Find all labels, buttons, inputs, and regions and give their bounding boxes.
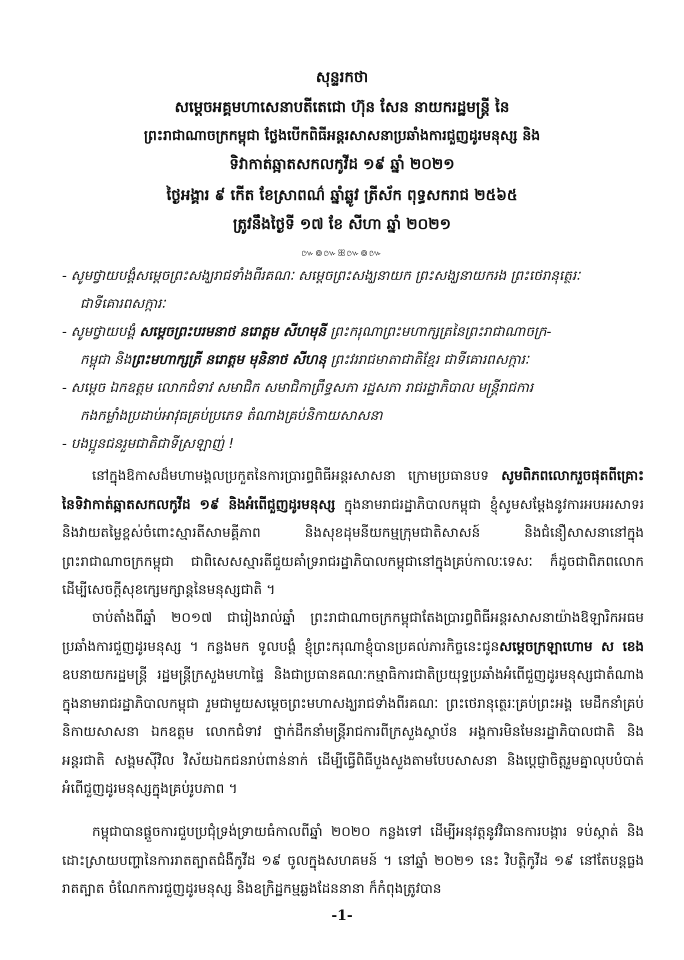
paragraph-text: ចាប់តាំងពីឆ្នាំ ២០១៧ ជារៀងរាល់ឆ្នាំ ព្រះរាជាណាចក្រកម្ពុជាតែងប្រារព្ធពិធីអន្តរសាសនាយ៉ាងឱឡារិកអធមប្រឆាំងការជួញដូរមនុស្ស ។ កន្លងមក ទូលបង្គំ ខ្ញុំព្រះករុណាខ្ញុំបានប្រគល់ភារកិច្ចនេះជូន <box>62 610 644 655</box>
salutation-2 <box>62 318 638 374</box>
paragraph-text: នៅក្នុងឱកាសដ៏មហាមង្គលប្រកួតនៃការប្រារព្ធពិធីអន្តរសាសនា ក្រោមប្រធានបទ <box>92 468 502 484</box>
paragraph-text: ក្នុងនាមរាជរដ្ឋាភិបាលកម្ពុជា ខ្ញុំសូមសម្ដែងនូវការអបអរសាទរ និងវាយតម្លៃខ្ពស់ចំពោះស្មារតីសាមគ្គីភាព និងសុខដុមនីយកម្មក្រុមជាតិសាសន៍ និងជំនឿសាសនានៅក្នុងព្រះរាជាណាចក្រកម្ពុជា ជាពិសេសស្មារតីជួយគាំទ្ររាជរដ្ឋាភិបាលកម្ពុជានៅក្នុងគ្រប់កាលៈទេសៈ ក៏ដូចជាពិភពលោកដើម្បីសេចក្ដីសុខក្សេមក្សាន្តនៃមនុស្សជាតិ ។ <box>62 496 644 598</box>
page-number: -1- <box>331 908 353 924</box>
paragraph-2 <box>62 604 644 804</box>
salutation-dash: - <box>62 380 67 396</box>
minister-name: សម្ដេចក្រឡាហោម ស ខេង <box>499 638 644 655</box>
theme-title: សូមពិភពលោករួចផុតពីគ្រោះ នៃទិវាកាត់ឆ្អាតសកលកូវីដ ១៩ និងអំពើជួញដូរមនុស្ស <box>62 468 644 513</box>
speaker-line: សម្ដេចអគ្គមហាសេនាបតីតេជោ ហ៊ុន សែន នាយករដ្ឋមន្ត្រី នៃ <box>174 98 510 116</box>
covid-day-line: ទិវាកាត់ឆ្អាតសកលកូវីដ ១៩ ឆ្នាំ ២០២១ <box>229 155 455 173</box>
salutation-4 <box>62 430 638 458</box>
salutation-continuation: ជាទីគោរពសក្ការៈ <box>80 296 166 312</box>
queen-mother-name: ព្រះមហាក្សត្រី នរោត្តម មុនិនាថ សីហនុ <box>131 352 327 368</box>
salutation-text: សូមថ្វាយបង្គំ <box>70 324 140 340</box>
salutation-text: សូមថ្វាយបង្គំសម្ដេចព្រះសង្ឃរាជទាំងពីរគណៈ សម្ដេចព្រះសង្ឃនាយក ព្រះសង្ឃនាយករង ព្រះថេរានុត្ថេរៈ <box>70 268 581 284</box>
salutation-text: ព្រះករុណាព្រះមហាក្សត្រនៃព្រះរាជាណាចក្រ- <box>325 324 552 340</box>
salutation-continuation <box>62 346 638 374</box>
paragraph-text: ឧបនាយករដ្ឋមន្ត្រី រដ្ឋមន្ត្រីក្រសួងមហាផ្ទៃ និងជាប្រធានគណៈកម្មាធិការជាតិប្រយុទ្ធប្រឆាំងអំពើជួញដូរមនុស្សជាតំណាង ក្នុងនាមរាជរដ្ឋាភិបាលកម្ពុជា រួមជាមួយសម្ដេចព្រះមហាសង្ឃរាជទាំងពីរគណៈ ព្រះថេរានុត្ថេរៈគ្រប់ព្រះអង្គ មេដឹកនាំគ្រប់និកាយសាសនា ឯកឧត្តម លោកជំទាវ ថ្នាក់ដឹកនាំមន្ត្រីរាជការពីក្រសួងស្ថាប័ន អង្គការមិនមែនរដ្ឋាភិបាលជាតិ និងអន្តរជាតិ សង្គមស៊ីវិល វិស័យឯកជនរាប់ពាន់នាក់ ដើម្បីធ្វើពិធីបួងសួងតាមបែបសាសនា និងប្ដេជ្ញាចិត្តរួមគ្នាលុបបំបាត់អំពើជួញដូរមនុស្សក្នុងគ្រប់រូបភាព ។ <box>62 667 644 797</box>
speech-title: សុន្ទរកថា <box>315 68 369 86</box>
event-line: ព្រះរាជាណាចក្រកម្ពុជា ថ្លែងបើកពិធីអន្តរសាសនាប្រឆាំងការជួញដូរមនុស្ស និង <box>143 128 541 144</box>
salutation-text: សម្ដេច ឯកឧត្តម លោកជំទាវ សមាជិក សមាជិកាព្រឹទ្ធសភា រដ្ឋសភា រាជរដ្ឋាភិបាល មន្ត្រីរាជការ <box>70 380 534 396</box>
paragraph-1 <box>62 462 644 605</box>
salutation-dash: - <box>62 436 67 452</box>
paragraph-text: កម្ពុជាបានផ្ដួចការជួបប្រជុំទ្រង់ទ្រាយធំកាលពីឆ្នាំ ២០២០ កន្លងទៅ ដើម្បីអនុវត្តនូវវិធានការបង្ការ ទប់ស្កាត់ និងដោះស្រាយបញ្ហានៃការរាតត្បាតជំងឺកូវីដ ១៩ ចូលក្នុងសហគមន៍ ។ នៅឆ្នាំ ២០២១ នេះ វិបត្តិកូវីដ ១៩ នៅតែបន្តធ្លងរាតត្បាត ចំណែកការជួញដូរមនុស្ស និងឧក្រិដ្ឋកម្មឆ្លងដែននានា ក៏កំពុងត្រូវបាន <box>62 824 644 897</box>
salutation-text: បងប្អូនជនរួមជាតិជាទីស្រឡាញ់ ! <box>70 436 234 452</box>
lunar-date-line: ថ្ងៃអង្គារ ៩ កើត ខែស្រាពណ៌ ឆ្នាំឆ្លូវ ត្រីស័ក ពុទ្ធសករាជ ២៥៦៥ <box>166 186 518 204</box>
ornament-divider: ៚៙៚ꕥ៚៙៚ <box>301 249 383 259</box>
salutation-text: ព្រះវររាជមាតាជាតិខ្មែរ ជាទីគោរពសក្ការៈ <box>326 352 529 368</box>
king-name: សម្ដេចព្រះបរមនាថ នរោត្តម សីហមុនី <box>139 324 326 340</box>
gregorian-date-line: ត្រូវនឹងថ្ងៃទី ១៧ ខែ សីហា ឆ្នាំ ២០២១ <box>233 215 451 233</box>
salutation-text: កម្ពុជា និង <box>80 352 132 368</box>
salutation-continuation: កងកម្លាំងប្រដាប់អាវុធគ្រប់ប្រភេទ តំណាងគ្រប់និកាយសាសនា <box>80 408 383 424</box>
salutation-dash: - <box>62 324 67 340</box>
paragraph-3 <box>62 818 644 904</box>
salutation-dash: - <box>62 268 67 284</box>
salutation-1 <box>62 262 638 318</box>
salutation-3 <box>62 374 638 430</box>
